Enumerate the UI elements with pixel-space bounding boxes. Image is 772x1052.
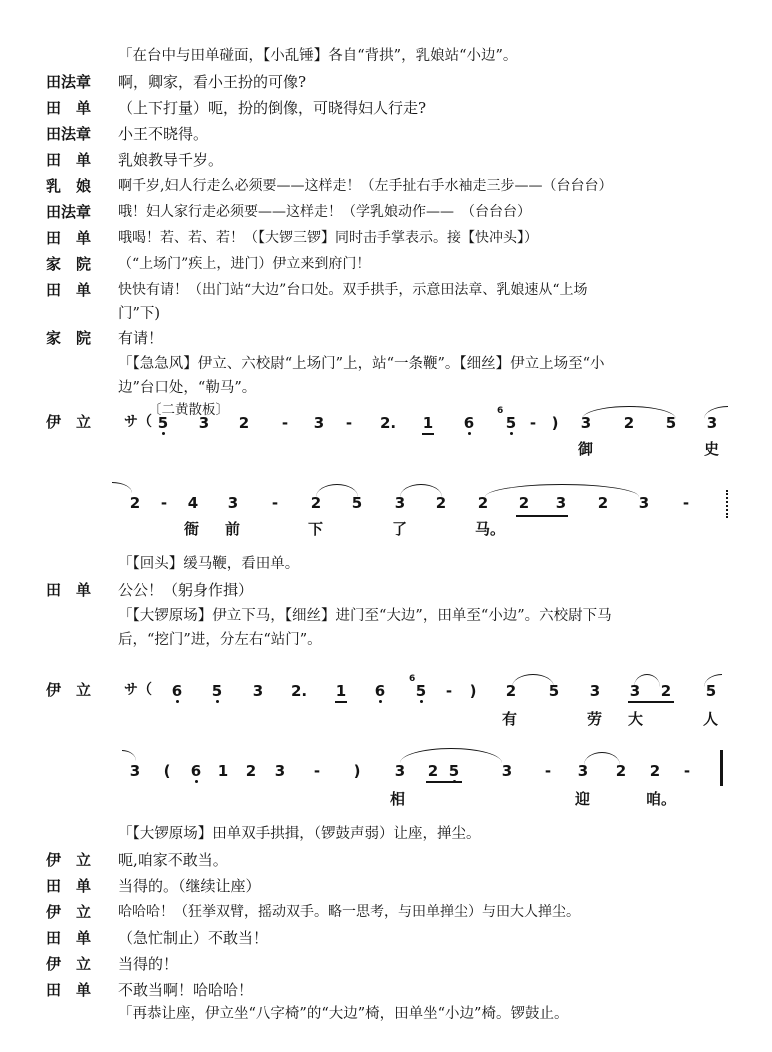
note: 3: [274, 762, 286, 780]
speaker-name: 田 单: [46, 581, 92, 599]
speaker-name: 田法章: [46, 125, 92, 143]
speaker-name: 伊 立: [46, 955, 92, 973]
mode-text: 〔二黄散板〕: [148, 402, 229, 418]
dialogue-text: 哦！妇人家行走必须要——这样走！（学乳娘动作—— （台台台）: [118, 204, 531, 220]
singer-name: 伊 立: [46, 413, 92, 431]
note: 3: [252, 682, 264, 700]
note: ): [551, 414, 559, 432]
dialogue-text: （急忙制止）不敢当！: [118, 929, 269, 947]
speaker-name: 田 单: [46, 281, 92, 299]
dialogue-text: 啊千岁,妇人行走么必须要——这样走！（左手扯右手水袖走三步——（台台台）: [118, 178, 613, 194]
lyric: 迎: [575, 790, 591, 808]
note: 5: [665, 414, 677, 432]
note: 3: [227, 494, 239, 512]
note: 2: [660, 682, 672, 700]
note: 6: [462, 414, 476, 432]
lyric: 咱。: [646, 790, 677, 808]
note: 2: [427, 762, 439, 780]
note: 6: [373, 682, 387, 700]
speaker-name: 田 单: [46, 229, 92, 247]
dialogue-line: [0, 900, 772, 924]
note: 5: [210, 682, 224, 700]
note: 2: [245, 762, 257, 780]
dialogue-line: [0, 200, 772, 224]
note: 2: [649, 762, 661, 780]
dialogue-text: （“上场门”疾上，进门）伊立来到府门！: [118, 256, 371, 272]
note: 3: [394, 762, 406, 780]
stage-text: 「【急急风】伊立、六校尉“上场门”上，站“一条鞭”。【细丝】伊立上场至“小: [118, 356, 605, 372]
note: 2: [615, 762, 627, 780]
dialogue-line: [0, 952, 772, 976]
note: 3: [394, 494, 406, 512]
note: 2: [518, 494, 530, 512]
lyric: 相: [390, 790, 406, 808]
note: 2.: [291, 682, 308, 700]
dialogue-line: [0, 96, 772, 120]
note: 1: [422, 414, 434, 432]
speaker-name: 田法章: [46, 203, 92, 221]
dialogue-text: 当得的！: [118, 955, 179, 973]
note: 5: [414, 682, 428, 700]
note: 5: [447, 762, 461, 780]
note: 1: [217, 762, 229, 780]
dialogue-text: 啊，卿家，看小王扮的可像?: [118, 73, 307, 91]
note: 2: [597, 494, 609, 512]
dialogue-line: [0, 926, 772, 950]
speaker-name: 家 院: [46, 255, 92, 273]
note: 3: [129, 762, 141, 780]
dialogue-text: 不敢当啊！哈哈哈！: [118, 981, 254, 999]
note: 2: [505, 682, 517, 700]
stage-text: 「【回头】缓马鞭，看田单。: [118, 556, 300, 572]
speaker-name: 田 单: [46, 99, 92, 117]
dialogue-text: 当得的。（继续让座）: [118, 877, 261, 895]
note: 6: [189, 762, 203, 780]
stage-text: 「再恭让座，伊立坐“八字椅”的“大边”椅，田单坐“小边”椅。锣鼓止。: [118, 1006, 569, 1022]
note: 2: [310, 494, 322, 512]
stage-text: 「【大锣原场】伊立下马，【细丝】进门至“大边”，田单至“小边”。六校尉下马: [118, 608, 612, 624]
dialogue-line: [0, 874, 772, 898]
note: 5: [504, 414, 518, 432]
speaker-name: 田 单: [46, 981, 92, 999]
note: -: [445, 682, 453, 700]
note: -: [313, 762, 321, 780]
speaker-name: 乳 娘: [46, 177, 92, 195]
note: 5: [548, 682, 560, 700]
dialogue-text: 门”下): [118, 306, 161, 322]
stage-direction: [0, 822, 772, 846]
speaker-name: 家 院: [46, 329, 92, 347]
note: 2: [129, 494, 141, 512]
slur: [122, 750, 136, 761]
note: 3: [589, 682, 601, 700]
note: 2: [238, 414, 250, 432]
stage-direction: [0, 1002, 772, 1026]
note: 6: [170, 682, 184, 700]
dotted-barline: [726, 490, 728, 518]
note: 3: [555, 494, 567, 512]
note: 2: [623, 414, 635, 432]
stage-text: 边”台口处，“勒马”。: [118, 380, 257, 396]
speaker-name: 伊 立: [46, 851, 92, 869]
dialogue-text: 有请！: [118, 329, 164, 347]
note: -: [544, 762, 552, 780]
lyric: 人: [703, 710, 719, 728]
stage-direction: [0, 352, 772, 376]
grace-note: 6: [497, 406, 504, 416]
lyric: 御: [578, 440, 594, 458]
note: 3: [580, 414, 592, 432]
dialogue-text: 公公！（躬身作揖）: [118, 581, 254, 599]
grace-note: 6: [409, 674, 416, 684]
dialogue-continuation: [0, 302, 772, 326]
speaker-name: 田法章: [46, 73, 92, 91]
note: 2.: [380, 414, 397, 432]
final-barline: [720, 750, 723, 786]
dialogue-line: [0, 122, 772, 146]
speaker-name: 伊 立: [46, 903, 92, 921]
note: 5: [705, 682, 717, 700]
lyric: 了: [392, 520, 408, 538]
stage-direction: [0, 604, 772, 628]
dialogue-text: 乳娘教导千岁。: [118, 151, 224, 169]
stage-direction: [0, 552, 772, 576]
stage-text: 「在台中与田单碰面，【小乱锤】各自“背拱”，乳娘站“小边”。: [118, 48, 518, 64]
score-block-2: [0, 674, 772, 810]
slur: [400, 748, 502, 763]
dialogue-line: [0, 226, 772, 250]
dialogue-line: [0, 578, 772, 602]
note: -: [271, 494, 279, 512]
lyric: 下: [308, 520, 324, 538]
dialogue-line: [0, 174, 772, 198]
lyric: 劳: [587, 710, 603, 728]
slur: [112, 482, 132, 493]
lyric: 有: [502, 710, 518, 728]
lyric: 史: [704, 440, 720, 458]
stage-direction-continuation: [0, 376, 772, 400]
note: 3: [629, 682, 641, 700]
dialogue-line: [0, 148, 772, 172]
note: 3: [198, 414, 210, 432]
speaker-name: 田 单: [46, 151, 92, 169]
note: -: [529, 414, 537, 432]
lyric: 前: [225, 520, 241, 538]
dialogue-line: [0, 326, 772, 350]
note: -: [345, 414, 353, 432]
note: 5: [351, 494, 363, 512]
tempo-prefix: サ（: [124, 682, 152, 698]
speaker-name: 田 单: [46, 929, 92, 947]
note: 2: [435, 494, 447, 512]
stage-direction-continuation: [0, 628, 772, 652]
speaker-name: 田 单: [46, 877, 92, 895]
dialogue-text: 哈哈哈！（狂挙双臂，摇动双手。略一思考，与田单掸尘）与田大人掸尘。: [118, 904, 580, 920]
dialogue-line: [0, 252, 772, 276]
note: 4: [187, 494, 199, 512]
note: 3: [313, 414, 325, 432]
dialogue-line: [0, 848, 772, 872]
stage-direction: [0, 44, 772, 68]
note: 5: [156, 414, 170, 432]
note: 3: [638, 494, 650, 512]
note: 2: [477, 494, 489, 512]
note: (: [163, 762, 171, 780]
lyric: 马。: [475, 520, 506, 538]
note: 1: [335, 682, 347, 700]
tempo-prefix: サ（: [124, 414, 152, 430]
dialogue-text: 快快有请！（出门站“大边”台口处。双手拱手，示意田法章、乳娘速从“上场: [118, 282, 588, 298]
stage-text: 后，“挖门”进，分左右“站门”。: [118, 632, 322, 648]
singer-name: 伊 立: [46, 681, 92, 699]
note: 3: [501, 762, 513, 780]
stage-text: 「【大锣原场】田单双手拱揖，（锣鼓声弱）让座，掸尘。: [118, 826, 481, 842]
dialogue-line: [0, 70, 772, 94]
note: -: [281, 414, 289, 432]
lyric: 大: [628, 710, 644, 728]
dialogue-line: [0, 278, 772, 302]
note: -: [683, 762, 691, 780]
dialogue-text: 哦喝！若、若、若！（【大锣三锣】同时击手掌表示。接【快冲头】）: [118, 230, 538, 246]
note: 3: [706, 414, 718, 432]
dialogue-line: [0, 978, 772, 1002]
dialogue-text: 呃,咱家不敢当。: [118, 851, 228, 869]
note: 3: [577, 762, 589, 780]
note: ): [353, 762, 361, 780]
note: ): [469, 682, 477, 700]
lyric: 衙: [184, 520, 200, 538]
note: -: [682, 494, 690, 512]
dialogue-text: 小王不晓得。: [118, 125, 209, 143]
note: -: [160, 494, 168, 512]
dialogue-text: （上下打量）呃，扮的倒像，可晓得妇人行走?: [118, 99, 427, 117]
